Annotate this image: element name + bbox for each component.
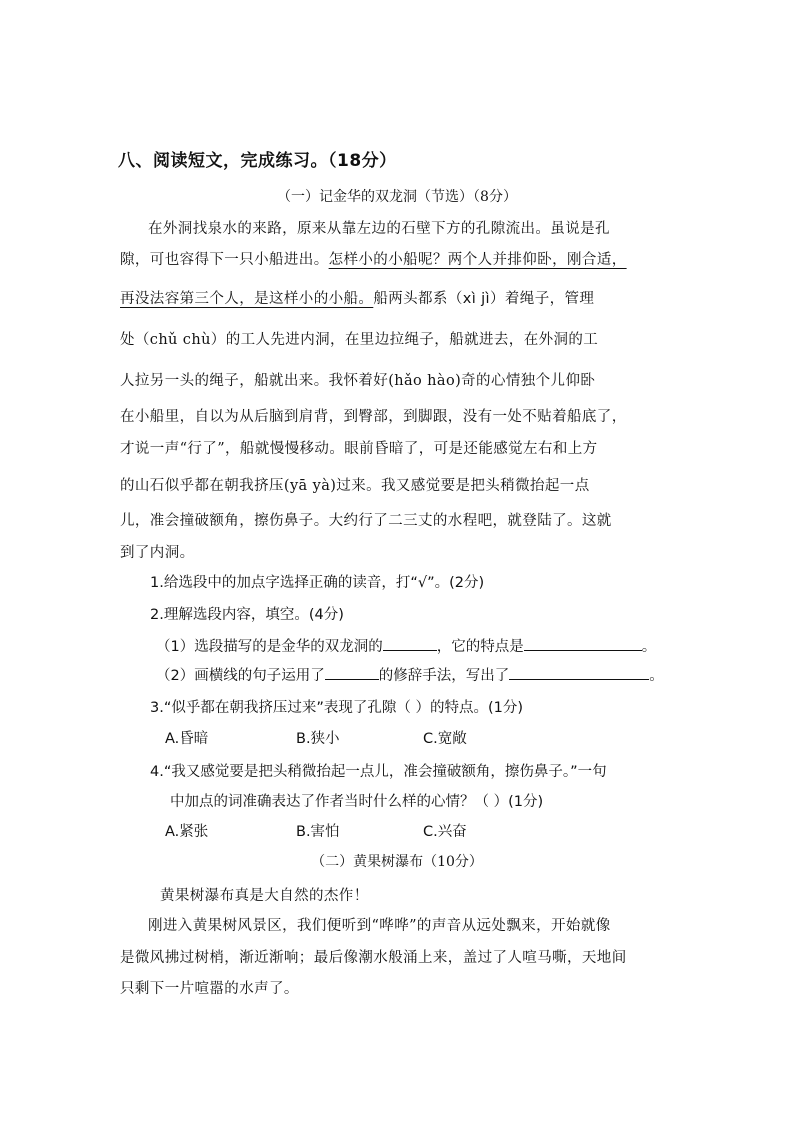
passage1-line-7: 才说一声“行了”，船就慢慢移动。眼前昏暗了，可是还能感觉左右和上方 <box>120 441 598 457</box>
question-2: 2.理解选段内容，填空。(4分) <box>150 607 344 623</box>
passage1-line-3 <box>120 287 594 308</box>
passage2-line-1: 黄果树瀑布真是大自然的杰作！ <box>160 888 369 904</box>
question-4-line-1: 4.“我又感觉要是把头稍微抬起一点儿，准会撞破额角，擦伤鼻子。”一句 <box>150 764 607 780</box>
passage1-line-5: 人拉另一头的绳子，船就出来。我怀着好(hǎo hào)奇的心情独个儿仰卧 <box>120 373 596 389</box>
question-2-2-text-b: 的修辞手法，写出了 <box>378 668 510 684</box>
question-1: 1.给选段中的加点字选择正确的读音，打“√”。(2分) <box>150 575 485 591</box>
question-2-1-text-b: ，它的特点是 <box>436 639 524 655</box>
answer-blank[interactable] <box>509 665 649 680</box>
question-2-1-text-a: （1）选段描写的是金华的双龙洞的 <box>156 639 383 655</box>
passage1-line-6: 在小船里，自以为从后脑到肩背，到臀部，到脚跟，没有一处不贴着船底了， <box>120 409 627 425</box>
question-2-2-text-a: （2）画横线的句子运用了 <box>156 668 325 684</box>
question-3-option-c[interactable]: C.宽敞 <box>423 731 467 747</box>
passage1-line-3-text: 船两头都系 <box>373 291 448 307</box>
passage1-line-2 <box>120 248 627 269</box>
passage1-title: （一）记金华的双龙洞（节选）（8分） <box>277 189 517 205</box>
answer-blank[interactable] <box>383 636 437 651</box>
passage2-title: （二）黄果树瀑布（10分） <box>311 854 483 870</box>
underlined-sentence-part2: 再没法容第三个人，是这样小的小船。 <box>120 291 374 307</box>
question-4-line-2: 中加点的词准确表达了作者当时什么样的心情？（ ）(1分) <box>170 794 544 810</box>
answer-blank[interactable] <box>325 665 379 680</box>
pinyin-choice-xi: （xì jì）着绳子，管理 <box>447 291 595 307</box>
passage1-line-2-text: 隙，可也容得下一只小船进出。 <box>120 252 329 268</box>
answer-blank[interactable] <box>524 636 642 651</box>
passage2-line-2: 刚进入黄果树风景区，我们便听到“哗哗”的声音从远处飘来，开始就像 <box>148 918 611 934</box>
question-4-option-c[interactable]: C.兴奋 <box>423 824 467 840</box>
passage1-line-9: 儿，准会撞破额角，擦伤鼻子。大约行了二三丈的水程吧，就登陆了。这就 <box>120 513 612 529</box>
question-2-1-text-c: 。 <box>641 639 657 655</box>
passage1-line-1: 在外洞找泉水的来路，原来从靠左边的石壁下方的孔隙流出。虽说是孔 <box>148 221 610 237</box>
question-2-2-text-c: 。 <box>649 668 664 684</box>
question-3-option-b[interactable]: B.狭小 <box>296 731 340 747</box>
underlined-sentence-part1: 怎样小的小船呢？两个人并排仰卧，刚合适， <box>328 252 627 268</box>
question-2-1 <box>156 635 656 656</box>
question-3-option-a[interactable]: A.昏暗 <box>165 731 209 747</box>
question-2-2 <box>156 664 664 685</box>
passage2-line-3: 是微风拂过树梢，渐近渐响；最后像潮水般涌上来，盖过了人喧马嘶，天地间 <box>120 950 627 966</box>
question-3: 3.“似乎都在朝我挤压过来”表现了孔隙（ ）的特点。(1分) <box>150 700 524 716</box>
passage1-line-4: 处（chǔ chù）的工人先进内洞，在里边拉绳子，船就进去，在外洞的工 <box>120 332 599 348</box>
passage1-line-10: 到了内洞。 <box>120 545 195 561</box>
passage1-line-8: 的山石似乎都在朝我挤压(yā yà)过来。我又感觉要是把头稍微抬起一点 <box>120 478 590 494</box>
section-title: 八、阅读短文，完成练习。（18分） <box>118 151 397 171</box>
question-4-option-b[interactable]: B.害怕 <box>296 824 340 840</box>
question-4-option-a[interactable]: A.紧张 <box>165 824 209 840</box>
passage2-line-4: 只剩下一片喧嚣的水声了。 <box>120 981 299 997</box>
